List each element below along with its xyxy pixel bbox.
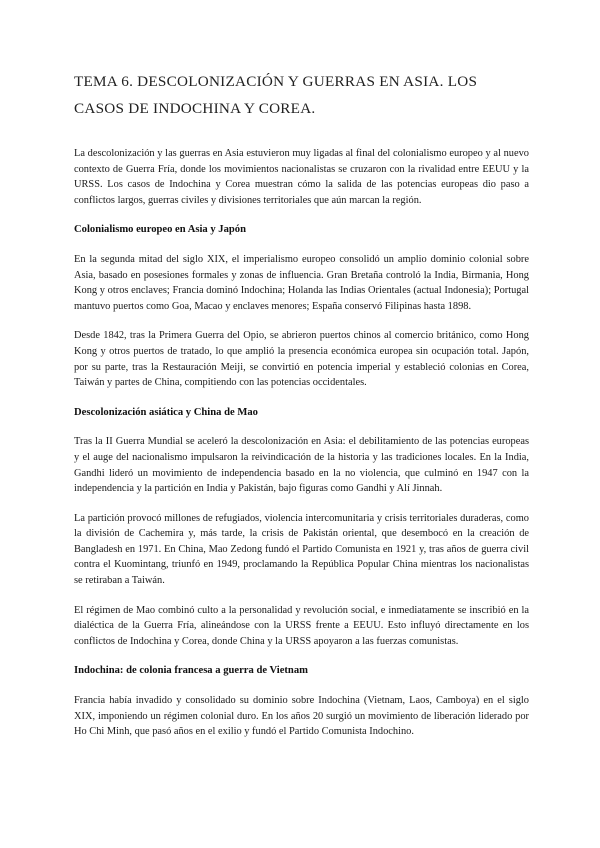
body-paragraph: Francia había invadido y consolidado su dominio sobre Indochina (Vietnam, Laos, Camboya) en el siglo XIX, imponiendo un régimen colonial duro. En los años 20 surgió un movimiento de liberación liderado por Ho Chi Minh, que pasó años en el exilio y fundó el Partido Comunista Indochino. xyxy=(74,695,529,738)
section-indochina xyxy=(74,663,529,739)
body-paragraph: El régimen de Mao combinó culto a la personalidad y revolución social, e inmediatamente se inscribió en la dialéctica de la Guerra Fría, alineándose con la URSS frente a EEUU. Esto influyó directamente en los conflictos de Indochina y Corea, donde China y la URSS apoyaron a las fuerzas comunistas. xyxy=(74,604,529,647)
body-paragraph: Desde 1842, tras la Primera Guerra del Opio, se abrieron puertos chinos al comercio británico, como Hong Kong y otros puertos de tratado, lo que amplió la presencia económica europea sin ocupación total. Japón, por su parte, tras la Restauración Meiji, se convirtió en potencia imperial y estableció colonias en Corea, Taiwán y partes de China, compitiendo con las potencias occidentales. xyxy=(74,330,529,389)
section-heading: Descolonización asiática y China de Mao xyxy=(74,406,258,418)
section-heading: Indochina: de colonia francesa a guerra de Vietnam xyxy=(74,665,308,677)
section-descolonizacion xyxy=(74,405,529,650)
body-paragraph: En la segunda mitad del siglo XIX, el imperialismo europeo consolidó un amplio dominio colonial sobre Asia, basado en posesiones formales y zonas de influencia. Gran Bretaña controló la India, Birmania, Hong Kong y otros enclaves; Francia dominó Indochina; Holanda las Indias Orientales (actual Indonesia); Portugal mantuvo puertos como Goa, Macao y enclaves menores; España conservó Filipinas hasta 1898. xyxy=(74,253,529,312)
body-paragraph: La partición provocó millones de refugiados, violencia intercomunitaria y crisis territoriales duraderas, como la división de Cachemira y, más tarde, la crisis de Pakistán oriental, que desembocó en la creación de Bangladesh en 1971. En China, Mao Zedong fundó el Partido Comunista en 1921 y, tras años de guerra civil contra el Kuomintang, triunfó en 1949, proclamando la República Popular China mientras los nacionalistas se retiraban a Taiwán. xyxy=(74,512,529,587)
document-title: TEMA 6. DESCOLONIZACIÓN Y GUERRAS EN ASIA. LOS CASOS DE INDOCHINA Y COREA. xyxy=(74,73,478,117)
body-paragraph: Tras la II Guerra Mundial se aceleró la descolonización en Asia: el debilitamiento de las potencias europeas y el auge del nacionalismo impulsaron la reivindicación de la historia y las tradiciones locales. En la India, Gandhi lideró un movimiento de independencia basado en la no violencia, que culminó en 1947 con la independencia y la partición en India y Pakistán, bajo figuras como Gandhi y Alí Jinnah. xyxy=(74,436,529,495)
section-colonialismo xyxy=(74,222,529,390)
document-page xyxy=(74,68,529,754)
intro-paragraph: La descolonización y las guerras en Asia estuvieron muy ligadas al final del colonialismo europeo y al nuevo contexto de Guerra Fría, donde los movimientos nacionalistas se cruzaron con la rivalidad entre EEUU y la URSS. Los casos de Indochina y Corea muestran cómo la salida de las potencias europeas dio paso a conflictos largos, guerras civiles y divisiones territoriales que aún marcan la región. xyxy=(74,148,529,206)
section-heading: Colonialismo europeo en Asia y Japón xyxy=(74,224,246,236)
